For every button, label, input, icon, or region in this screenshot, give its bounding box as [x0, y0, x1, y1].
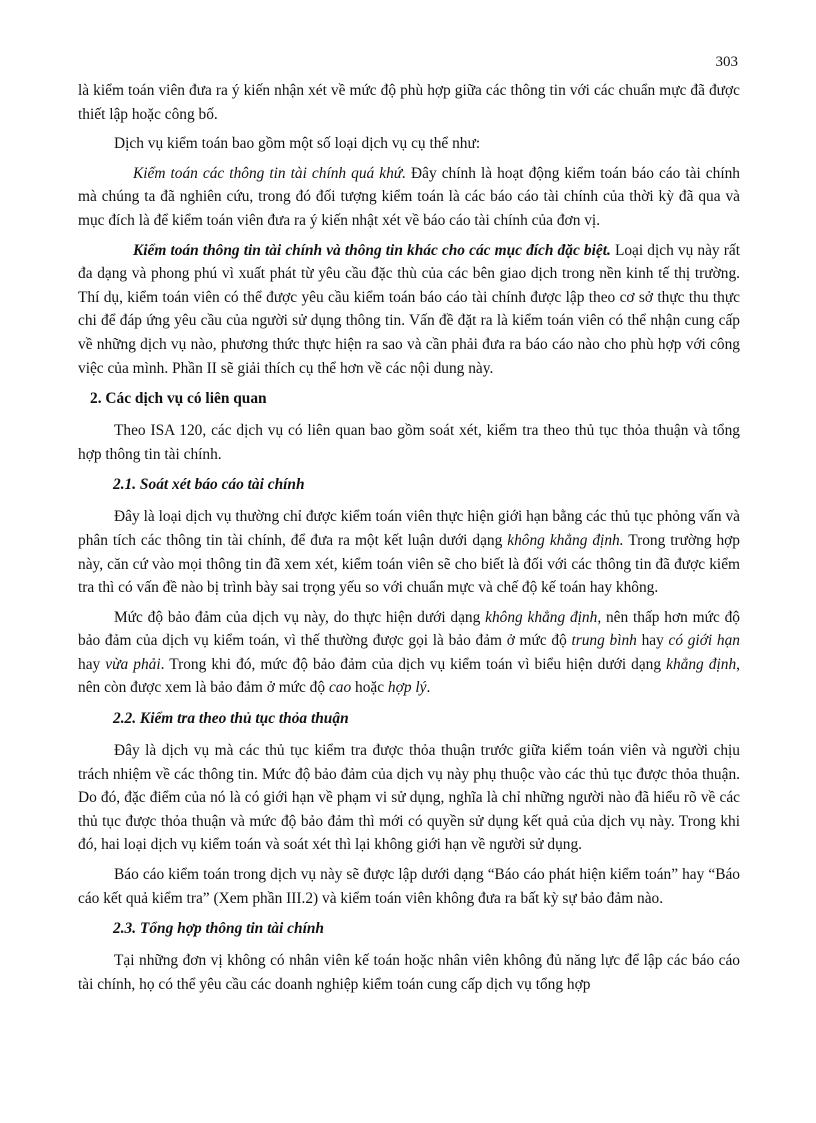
- paragraph-text: Mức độ bảo đảm của dịch vụ này, do thực hiện dưới dạng: [114, 608, 486, 626]
- paragraph-text: Trong trường hợp này, căn cứ vào mọi thông tin đã xem xét, kiểm toán viên sẽ cho biết là đối với các thông tin đã được kiểm tra thì có vấn đề nào bị trình bày sai trọng yếu so với chuẩn mực và chế độ kế toán hay không.: [78, 531, 740, 597]
- paragraph: [78, 239, 740, 381]
- emphasis-term: Kiểm toán thông tin tài chính và thông tin khác cho các mục đích đặc biệt.: [133, 241, 611, 259]
- paragraph-text: hoặc: [351, 679, 388, 697]
- page-number: 303: [715, 54, 738, 70]
- page-body: [78, 79, 740, 1002]
- emphasis-term: vừa phải: [105, 655, 161, 673]
- subsection-heading: 2.3. Tổng hợp thông tin tài chính: [113, 920, 324, 938]
- emphasis-term: Kiểm toán các thông tin tài chính quá khứ.: [133, 164, 407, 182]
- paragraph-text: hay: [78, 655, 106, 673]
- subsection-heading: 2.2. Kiểm tra theo thủ tục thỏa thuận: [113, 710, 349, 728]
- paragraph-text: .: [426, 679, 431, 697]
- paragraph-text: hay: [636, 632, 669, 650]
- paragraph: [78, 606, 740, 700]
- paragraph: Dịch vụ kiểm toán bao gồm một số loại dịch vụ cụ thể như:: [114, 135, 481, 153]
- section-heading: 2. Các dịch vụ có liên quan: [90, 390, 267, 408]
- paragraph: Đây là dịch vụ mà các thủ tục kiểm tra được thỏa thuận trước giữa kiểm toán viên và người chịu trách nhiệm về các thông tin. Mức độ bảo đảm của dịch vụ này phụ thuộc vào các thủ tục được thỏa thuận. Do đó, đặc điểm của nó là có giới hạn về phạm vi sử dụng, nghĩa là chỉ những người nào đã hiểu rõ về các thủ tục được thỏa thuận và mức độ bảo đảm thì mới có quyền sử dụng kết quả của dịch vụ này. Trong khi đó, hai loại dịch vụ kiểm toán và soát xét thì lại không giới hạn về người sử dụng.: [78, 742, 740, 854]
- paragraph-text: Đây là loại dịch vụ thường chỉ được kiểm toán viên thực hiện giới hạn bằng các thủ tục phỏng vấn và phân tích các thông tin tài chính, để đưa ra một kết luận dưới dạng: [78, 508, 740, 549]
- paragraph-text: Đây chính là hoạt động kiểm toán báo cáo tài chính mà chúng ta đã nghiên cứu, trong đó đối tượng kiểm toán là các báo cáo tài chính của thời kỳ đã qua và mục đích là để kiểm toán viên đưa ra ý kiến nhật xét về báo cáo tài chính của đơn vị.: [78, 164, 740, 229]
- paragraph: [78, 162, 740, 233]
- subsection-heading: 2.1. Soát xét báo cáo tài chính: [113, 476, 305, 494]
- emphasis-term: có giới hạn: [668, 632, 740, 650]
- paragraph-text: , nên còn được xem là bảo đảm ở mức độ: [78, 655, 741, 697]
- paragraph-text: Loại dịch vụ này rất đa dạng và phong phú vì xuất phát từ yêu cầu đặc thù của các bên giao dịch trong nền kinh tế thị trường. Thí dụ, kiểm toán viên có thể được yêu cầu kiểm toán báo cáo tài chính được lập theo cơ sở thực thu thực chi để đáp ứng yêu cầu của người sử dụng thông tin. Vấn đề đặt ra là kiểm toán viên có thể nhận cung cấp về những dịch vụ nào, phương thức thực hiện ra sao và cần phải đưa ra báo cáo nào cho phù hợp với công việc của mình. Phần II sẽ giải thích cụ thể hơn về các nội dung này.: [78, 241, 740, 377]
- paragraph: là kiểm toán viên đưa ra ý kiến nhận xét về mức độ phù hợp giữa các thông tin với các chuẩn mực đã được thiết lập hoặc công bố.: [78, 82, 740, 123]
- paragraph: Theo ISA 120, các dịch vụ có liên quan bao gồm soát xét, kiểm tra theo thủ tục thỏa thuận và tổng hợp thông tin tài chính.: [78, 422, 740, 463]
- emphasis-term: khẳng định: [666, 655, 737, 673]
- emphasis-term: không khẳng định.: [507, 531, 624, 549]
- emphasis-term: hợp lý: [387, 679, 427, 697]
- emphasis-term: không khẳng định: [485, 608, 598, 626]
- paragraph-text: . Trong khi đó, mức độ bảo đảm của dịch vụ kiểm toán vì biểu hiện dưới dạng: [160, 655, 667, 673]
- emphasis-term: cao: [328, 679, 352, 697]
- paragraph: Tại những đơn vị không có nhân viên kế toán hoặc nhân viên không đủ năng lực để lập các báo cáo tài chính, họ có thể yêu cầu các doanh nghiệp kiểm toán cung cấp dịch vụ tổng hợp: [78, 952, 740, 993]
- paragraph-text: , nên thấp hơn mức độ bảo đảm của dịch vụ kiểm toán, vì thế thường được gọi là bảo đảm ở mức độ: [78, 608, 740, 650]
- emphasis-term: trung bình: [571, 632, 637, 650]
- paragraph: [78, 505, 740, 599]
- paragraph: Báo cáo kiểm toán trong dịch vụ này sẽ được lập dưới dạng “Báo cáo phát hiện kiểm toán” hay “Báo cáo kết quả kiểm tra” (Xem phần III.2) và kiểm toán viên không đưa ra bất kỳ sự bảo đảm nào.: [78, 866, 740, 907]
